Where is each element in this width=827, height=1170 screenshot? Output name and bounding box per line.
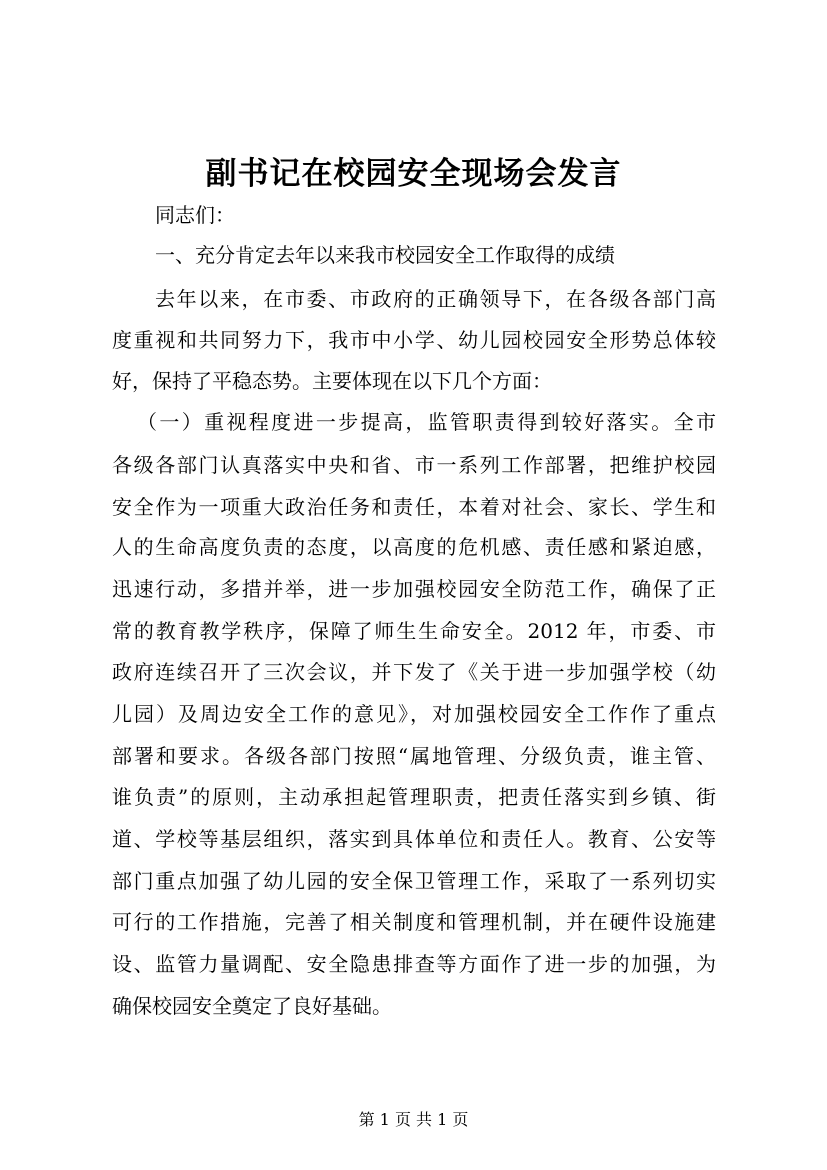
paragraph-line: 迅速行动，多措并举，进一步加强校园安全防范工作，确保了正 [112,577,716,601]
section-heading: 一、充分肯定去年以来我市校园安全工作取得的成绩 [155,243,615,267]
document-title: 副书记在校园安全现场会发言 [205,156,622,192]
paragraph-line: 部门重点加强了幼儿园的安全保卫管理工作，采取了一系列切实 [112,869,716,893]
paragraph-line: 安全作为一项重大政治任务和责任，本着对社会、家长、学生和 [112,495,716,519]
paragraph-line: 确保校园安全奠定了良好基础。 [112,994,392,1018]
paragraph-line: 儿园）及周边安全工作的意见》，对加强校园安全工作作了重点 [112,702,716,726]
paragraph-line: 好，保持了平稳态势。主要体现在以下几个方面： [112,369,552,393]
paragraph-line: 常的教育教学秩序，保障了师生生命安全。2012 年，市委、市 [112,619,716,643]
paragraph-line: （一）重视程度进一步提高，监管职责得到较好落实。全市 [137,410,716,434]
paragraph-line: 部署和要求。各级各部门按照“属地管理、分级负责，谁主管、 [112,744,716,768]
paragraph-line: 设、监管力量调配、安全隐患排查等方面作了进一步的加强，为 [112,952,716,976]
paragraph-line: 谁负责”的原则，主动承担起管理职责，把责任落实到乡镇、街 [112,785,716,809]
page-footer: 第 1 页 共 1 页 [358,1110,469,1129]
paragraph-line: 可行的工作措施，完善了相关制度和管理机制，并在硬件设施建 [112,910,716,934]
paragraph-line: 去年以来，在市委、市政府的正确领导下，在各级各部门高 [155,287,716,311]
paragraph-line: 人的生命高度负责的态度，以高度的危机感、责任感和紧迫感， [112,535,716,559]
paragraph-line: 政府连续召开了三次会议，并下发了《关于进一步加强学校（幼 [112,660,716,684]
paragraph-line: 道、学校等基层组织，落实到具体单位和责任人。教育、公安等 [112,827,716,851]
paragraph-line: 度重视和共同努力下，我市中小学、幼儿园校园安全形势总体较 [112,328,716,352]
salutation: 同志们： [155,203,235,227]
paragraph-line: 各级各部门认真落实中央和省、市一系列工作部署，把维护校园 [112,453,716,477]
